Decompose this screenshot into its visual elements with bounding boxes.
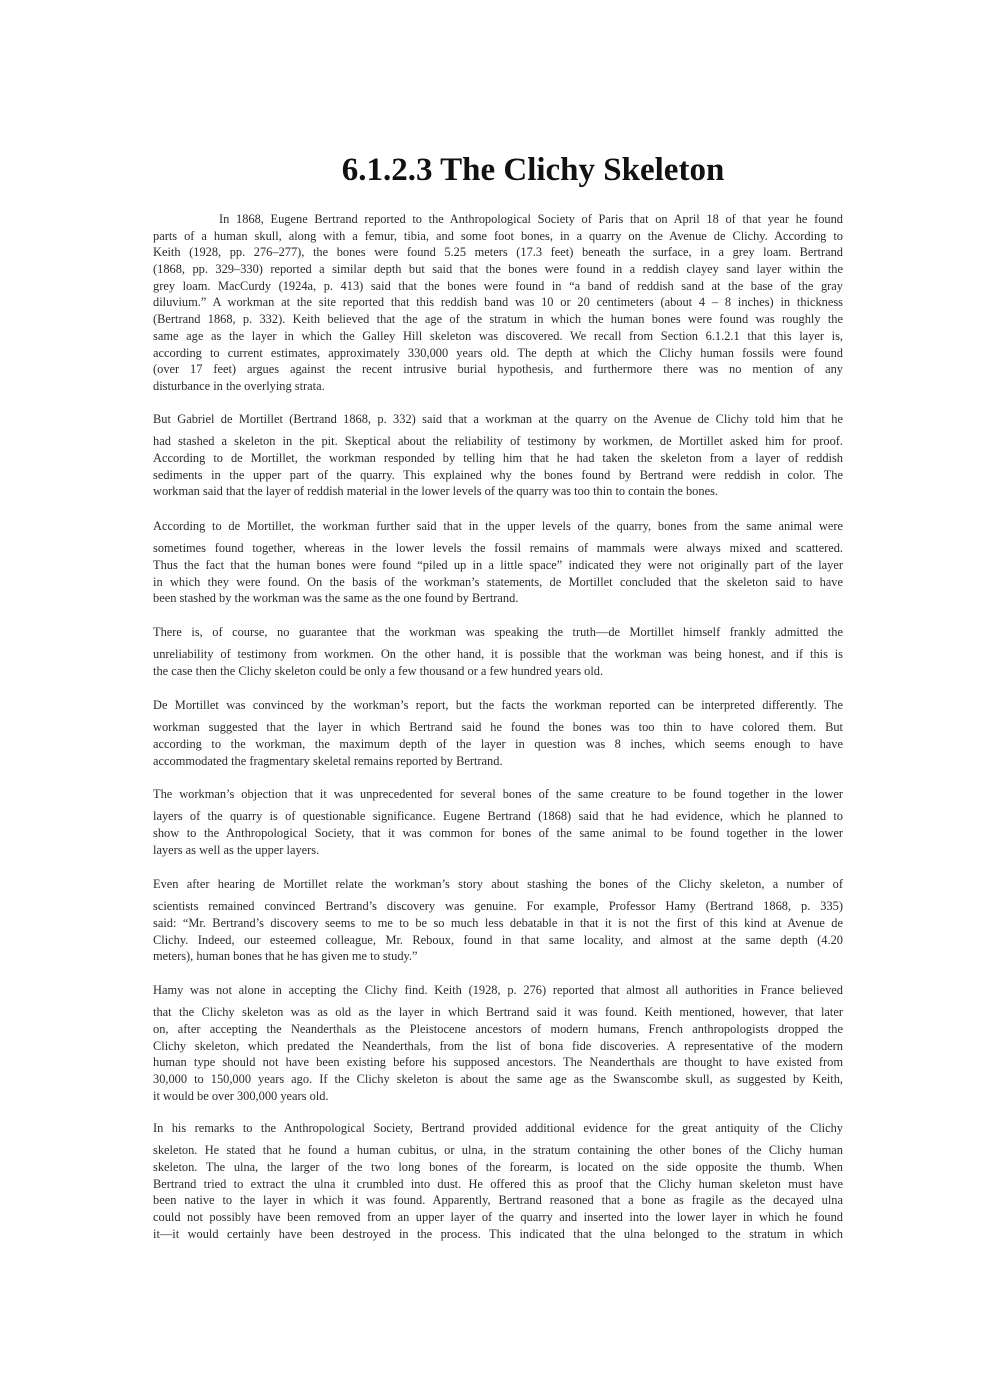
text-line: workman suggested that the layer in which Bertrand said he found the bones was too thin to have colored them. But — [153, 720, 843, 735]
text-line: that the Clichy skeleton was as old as the layer in which Bertrand said it was found. Keith mentioned, however, that later — [153, 1005, 843, 1020]
text-line: But Gabriel de Mortillet (Bertrand 1868, p. 332) said that a workman at the quarry on the Avenue de Clichy told him that he — [153, 412, 843, 426]
text-line: (over 17 feet) argues against the recent intrusive burial hypothesis, and furthermore there was no mention of any — [153, 362, 843, 377]
text-line: could not possibly have been removed from an upper layer of the quarry and inserted into the lower layer in which he found — [153, 1209, 843, 1224]
text-line: Thus the fact that the human bones were found “piled up in a little space” indicated they were not originally part of the layer — [153, 557, 843, 572]
paragraph — [153, 411, 843, 500]
text-line: Clichy skeleton, which predated the Neanderthals, from the list of bona fide discoveries. A representative of the modern — [153, 1038, 843, 1053]
paragraph — [153, 697, 843, 769]
text-line: it would be over 300,000 years old. — [153, 1088, 329, 1103]
text-line: unreliability of testimony from workmen. On the other hand, it is possible that the workman was being honest, and if this is — [153, 647, 843, 662]
text-line: said: “Mr. Bertrand’s discovery seems to me to be so much less debatable in that it is not the first of this kind at Avenue de — [153, 915, 843, 930]
text-line: same age as the layer in which the Galley Hill skeleton was discovered. We recall from Section 6.1.2.1 that this layer is, — [153, 328, 843, 343]
paragraph — [153, 211, 843, 395]
text-line: it—it would certainly have been destroyed in the process. This indicated that the ulna belonged to the stratum in which — [153, 1226, 843, 1241]
paragraph — [153, 982, 843, 1104]
text-line: (1868, pp. 329–330) reported a similar depth but said that the bones were found in a reddish clayey sand layer within the — [153, 262, 843, 277]
section-heading: 6.1.2.3 The Clichy Skeleton — [341, 152, 725, 188]
text-line: layers of the quarry is of questionable significance. Eugene Bertrand (1868) said that he had evidence, which he planned to — [153, 809, 843, 824]
paragraph — [153, 876, 843, 965]
text-line: skeleton. He stated that he found a human cubitus, or ulna, in the stratum containing the other bones of the Clichy human — [153, 1143, 843, 1158]
text-line: layers as well as the upper layers. — [153, 842, 320, 857]
text-line: There is, of course, no guarantee that the workman was speaking the truth—de Mortillet himself frankly admitted the — [153, 625, 843, 639]
text-line: been native to the layer in which it was found. Apparently, Bertrand reasoned that a bone as fragile as the decayed ulna — [153, 1193, 843, 1208]
paragraph — [153, 1120, 843, 1242]
text-line: In his remarks to the Anthropological Society, Bertrand provided additional evidence for the great antiquity of the Clichy — [153, 1121, 843, 1135]
text-line: 30,000 to 150,000 years ago. If the Clichy skeleton is about the same age as the Swanscombe skull, as suggested by Keith, — [153, 1071, 843, 1086]
text-line: had stashed a skeleton in the pit. Skeptical about the reliability of testimony by workmen, de Mortillet asked him for proof. — [153, 434, 843, 449]
text-line: sediments in the upper part of the quarry. This explained why the bones found by Bertrand were reddish in color. The — [153, 467, 843, 482]
text-line: (Bertrand 1868, p. 332). Keith believed that the age of the stratum in which the human bones were found was roughly the — [153, 312, 843, 327]
text-line: parts of a human skull, along with a femur, tibia, and some foot bones, in a quarry on the Avenue de Clichy. According to — [153, 228, 843, 243]
text-line: disturbance in the overlying strata. — [153, 378, 325, 393]
text-line: in which they were found. On the basis of the workman’s statements, de Mortillet concluded that the skeleton said to have — [153, 574, 843, 589]
text-line: the case then the Clichy skeleton could be only a few thousand or a few hundred years old. — [153, 663, 604, 678]
text-line: Bertrand tried to extract the ulna it crumbled into dust. He offered this as proof that the Clichy human skeleton must have — [153, 1176, 843, 1191]
paragraph — [153, 518, 843, 607]
text-line: Clichy. Indeed, our esteemed colleague, Mr. Reboux, found in that same locality, and almost at the same depth (4.20 — [153, 932, 843, 947]
text-line: Even after hearing de Mortillet relate the workman’s story about stashing the bones of the Clichy skeleton, a number of — [153, 877, 843, 891]
text-line: been stashed by the workman was the same as the one found by Bertrand. — [153, 591, 519, 606]
paragraph — [153, 786, 843, 858]
text-line: sometimes found together, whereas in the lower levels the fossil remains of mammals were always mixed and scattered. — [153, 541, 843, 556]
text-line: according to current estimates, approximately 330,000 years old. The depth at which the Clichy human fossils were found — [153, 345, 843, 360]
text-line: Keith (1928, pp. 276–277), the bones were found 5.25 meters (17.3 feet) beneath the surface, in a grey loam. Bertrand — [153, 245, 843, 260]
text-line: De Mortillet was convinced by the workman’s report, but the facts the workman reported can be interpreted differently. The — [153, 698, 843, 712]
text-line: According to de Mortillet, the workman responded by telling him that he had taken the skeleton from a layer of reddish — [153, 450, 843, 465]
text-line: meters), human bones that he has given me to study.” — [153, 949, 418, 964]
text-line: according to the workman, the maximum depth of the layer in question was 8 inches, which seems enough to have — [153, 736, 843, 751]
text-line: Hamy was not alone in accepting the Clichy find. Keith (1928, p. 276) reported that almost all authorities in France believed — [153, 983, 843, 997]
text-line: show to the Anthropological Society, that it was common for bones of the same animal to be found together in the lower — [153, 825, 843, 840]
text-line: diluvium.” A workman at the site reported that this reddish band was 10 or 20 centimeters (about 4 – 8 inches) in thickness — [153, 295, 843, 310]
text-line: human type should not have been existing before his supposed ancestors. The Neanderthals are thought to have existed from — [153, 1055, 843, 1070]
text-line: In 1868, Eugene Bertrand reported to the Anthropological Society of Paris that on April 18 of that year he found — [219, 212, 843, 226]
text-line: skeleton. The ulna, the larger of the two long bones of the forearm, is located on the side opposite the thumb. When — [153, 1159, 843, 1174]
text-line: on, after accepting the Neanderthals as the Pleistocene ancestors of modern humans, French anthropologists dropped the — [153, 1021, 843, 1036]
paragraph — [153, 624, 843, 680]
text-line: The workman’s objection that it was unprecedented for several bones of the same creature to be found together in the lower — [153, 787, 843, 801]
text-line: accommodated the fragmentary skeletal remains reported by Bertrand. — [153, 753, 503, 768]
text-line: According to de Mortillet, the workman further said that in the upper levels of the quarry, bones from the same animal were — [153, 519, 843, 533]
text-line: scientists remained convinced Bertrand’s discovery was genuine. For example, Professor Hamy (Bertrand 1868, p. 335) — [153, 899, 843, 914]
text-line: workman said that the layer of reddish material in the lower levels of the quarry was too thin to contain the bones. — [153, 484, 718, 499]
text-line: grey loam. MacCurdy (1924a, p. 413) said that the bones were found in “a band of reddish sand at the base of the gray — [153, 278, 843, 293]
